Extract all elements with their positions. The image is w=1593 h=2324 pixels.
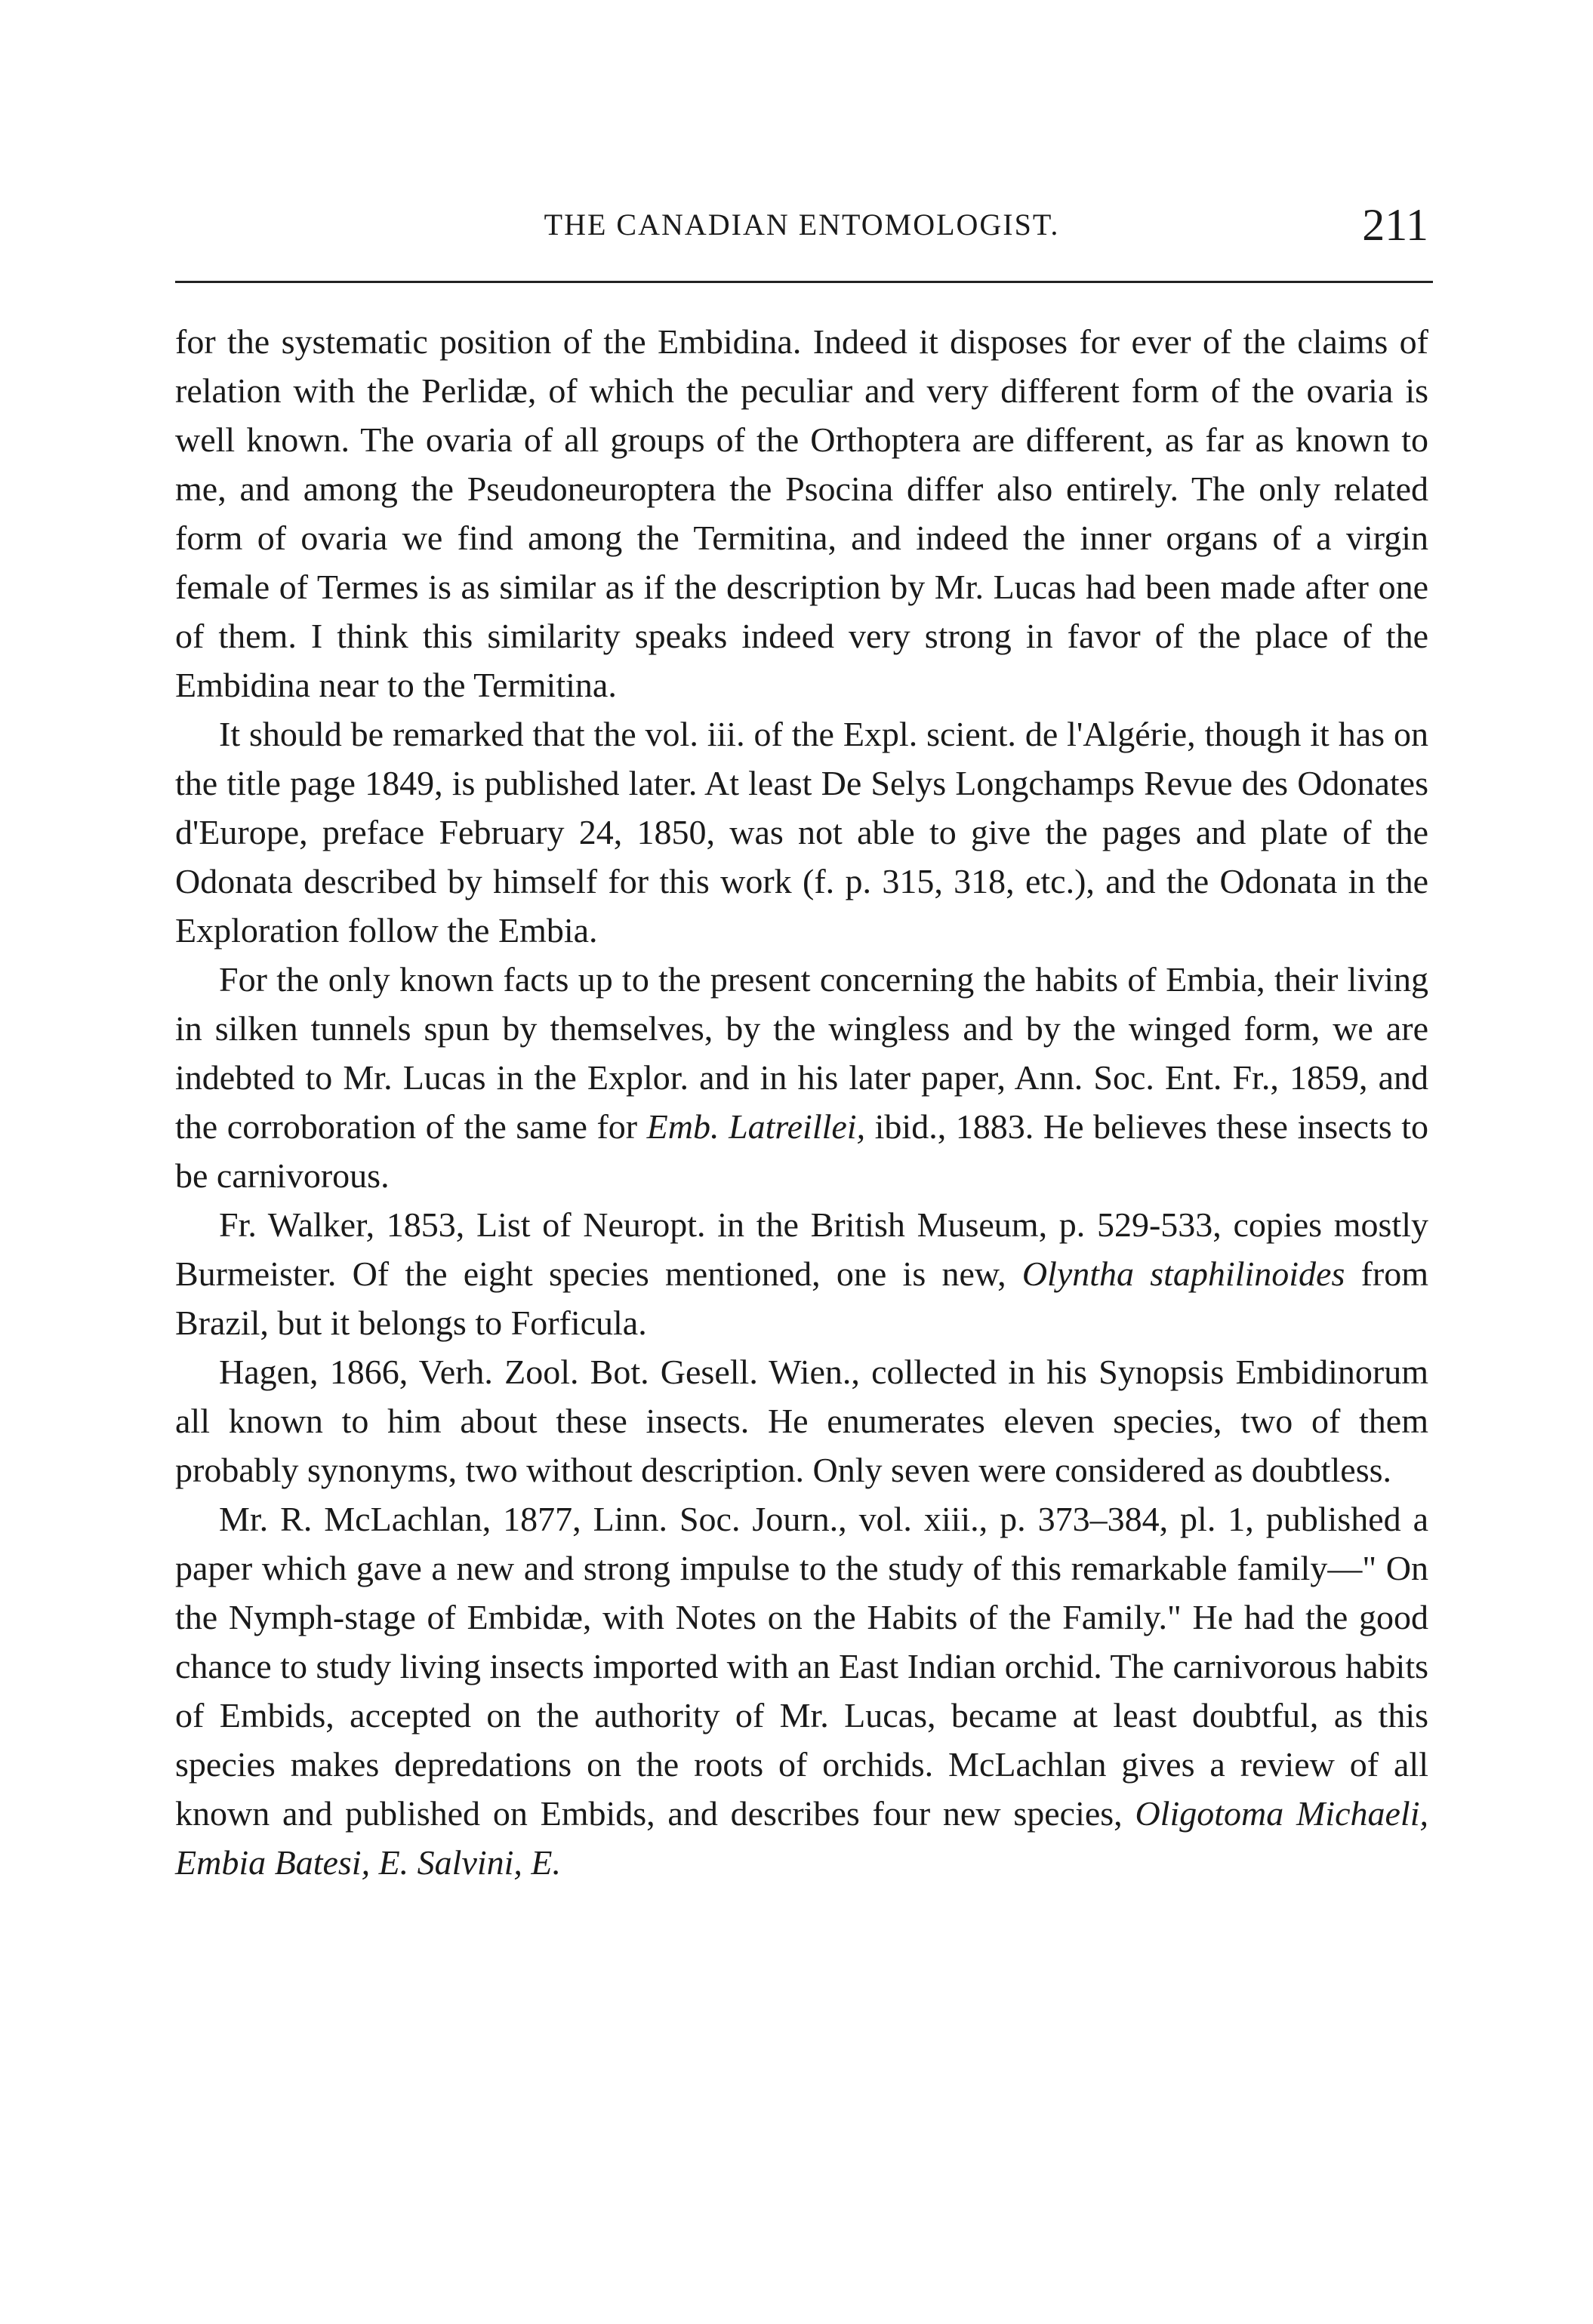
paragraph-4-text-b: from Brazil, but it belongs to Forficula. <box>175 1254 1428 1342</box>
paragraph-6-text-a: Mr. R. McLachlan, 1877, Linn. Soc. Journ., vol. xiii., p. 373–384, pl. 1, published a paper which gave a new and strong impulse to the study of this remarkable family—" On the Nymph-stage of Embidæ, with Notes on the Habits of the Family." He had the good chance to study living insects imported with an East Indian orchid. The carnivorous habits of Embids, accepted on the authority of Mr. Lucas, became at least doubtful, as this species makes depredations on the roots of orchids. McLachlan gives a review of all known and published on Embids, and describes four new species, <box>175 1500 1428 1833</box>
paragraph-2: It should be remarked that the vol. iii. of the Expl. scient. de l'Algérie, though it has on the title page 1849, is published later. At least De Selys Longchamps Revue des Odonates d'Europe, preface February 24, 1850, was not able to give the pages and plate of the Odonata described by himself for this work (f. p. 315, 318, etc.), and the Odonata in the Exploration follow the Embia. <box>175 715 1428 950</box>
paragraph-5: Hagen, 1866, Verh. Zool. Bot. Gesell. Wien., collected in his Synopsis Embidinorum all known to him about these insects. He enumerates eleven species, two of them probably synonyms, two without description. Only seven were considered as doubtless. <box>175 1353 1428 1489</box>
paragraph-1: for the systematic position of the Embidina. Indeed it disposes for ever of the claims of relation with the Perlidæ, of which the peculiar and very different form of the ovaria is well known. The ovaria of all groups of the Orthoptera are different, as far as known to me, and among the Pseudoneuroptera the Psocina differ also entirely. The only related form of ovaria we find among the Termitina, and indeed the inner organs of a virgin female of Termes is as similar as if the description by Mr. Lucas had been made after one of them. I think this similarity speaks indeed very strong in favor of the place of the Embidina near to the Termitina. <box>175 322 1428 704</box>
paragraph-6 <box>175 1494 1428 1887</box>
paragraph-4 <box>175 1200 1428 1347</box>
page-header <box>175 202 1428 263</box>
species-name-latreillei: Emb. Latreillei, <box>646 1107 866 1146</box>
paragraph-3 <box>175 955 1428 1200</box>
running-title: THE CANADIAN ENTOMOLOGIST. <box>544 208 1060 242</box>
species-names-list: Oligotoma Michaeli, Embia Batesi, E. Salvini, E. <box>175 1794 1428 1882</box>
header-rule <box>175 281 1433 283</box>
species-name-olyntha: Olyntha staphilinoides <box>1021 1254 1345 1293</box>
paragraph-3-text-a: For the only known facts up to the present concerning the habits of Embia, their living in silken tunnels spun by themselves, by the wingless and by the winged form, we are indebted to Mr. Lucas in the Explor. and in his later paper, Ann. Soc. Ent. Fr., 1859, and the corroboration of the same for <box>175 960 1428 1146</box>
body-text <box>175 317 1428 1887</box>
page-number: 211 <box>1362 200 1428 250</box>
paragraph-3-text-b: ibid., 1883. He believes these insects to be carnivorous. <box>175 1107 1428 1195</box>
paragraph-4-text-a: Fr. Walker, 1853, List of Neuropt. in the British Museum, p. 529-533, copies mostly Burmeister. Of the eight species mentioned, one is new, <box>175 1205 1428 1293</box>
